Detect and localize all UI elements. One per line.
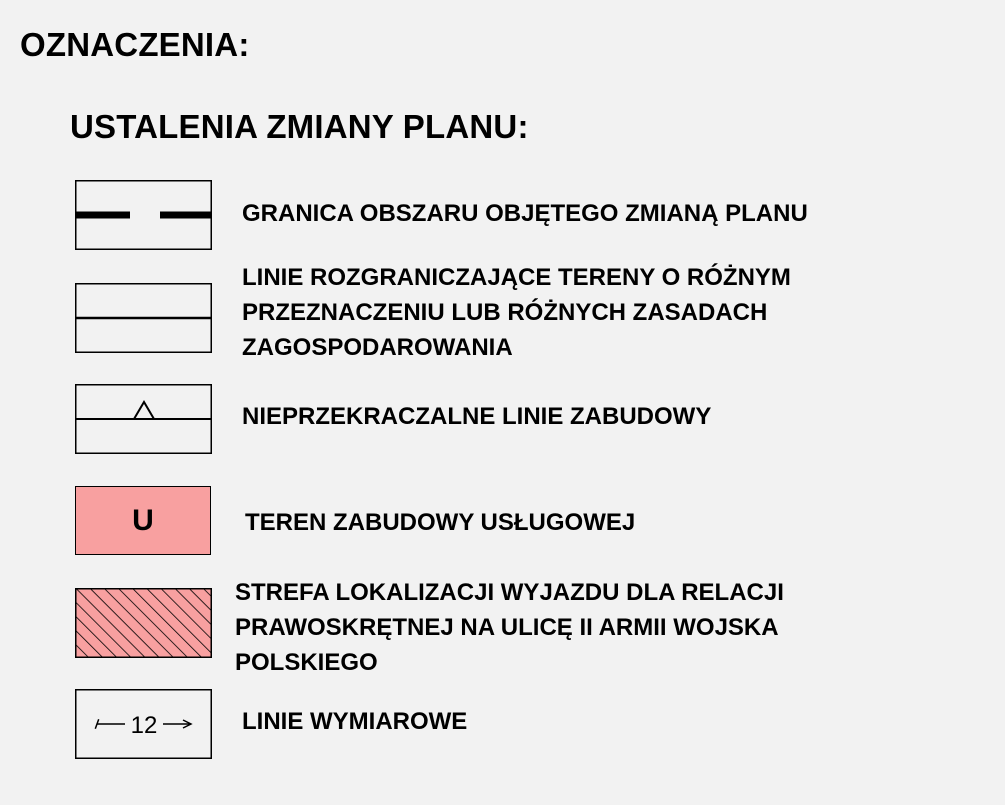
building-line-triangle-icon: [75, 384, 212, 454]
dimension-value: 12: [130, 712, 158, 739]
hatched-zone-icon: [75, 588, 212, 658]
page-title: OZNACZENIA:: [20, 26, 250, 63]
legend-label-demarcation: LINIE ROZGRANICZAJĄCE TERENY O RÓŻNYM PRZEZNACZENIU LUB RÓŻNYCH ZASADACH ZAGOSPODAROWANIA: [242, 264, 791, 361]
legend-label-boundary: GRANICA OBSZARU OBJĘTEGO ZMIANĄ PLANU: [242, 200, 808, 227]
section-title: USTALENIA ZMIANY PLANU:: [70, 108, 529, 145]
legend-label-building-line: NIEPRZEKRACZALNE LINIE ZABUDOWY: [242, 403, 712, 430]
service-area-symbol: U: [132, 503, 154, 537]
dashed-boundary-line-icon: [75, 180, 212, 250]
solid-demarcation-line-icon: [75, 283, 212, 353]
legend-label-dimension: LINIE WYMIAROWE: [242, 708, 468, 735]
dimension-line-icon: [75, 689, 212, 759]
legend-label-service-area: TEREN ZABUDOWY USŁUGOWEJ: [245, 509, 636, 536]
legend-label-hatched-zone: STREFA LOKALIZACJI WYJAZDU DLA RELACJI PRAWOSKRĘTNEJ NA ULICĘ II ARMII WOJSKA POLSKIEGO: [235, 579, 784, 676]
service-area-fill-icon: [75, 486, 211, 555]
